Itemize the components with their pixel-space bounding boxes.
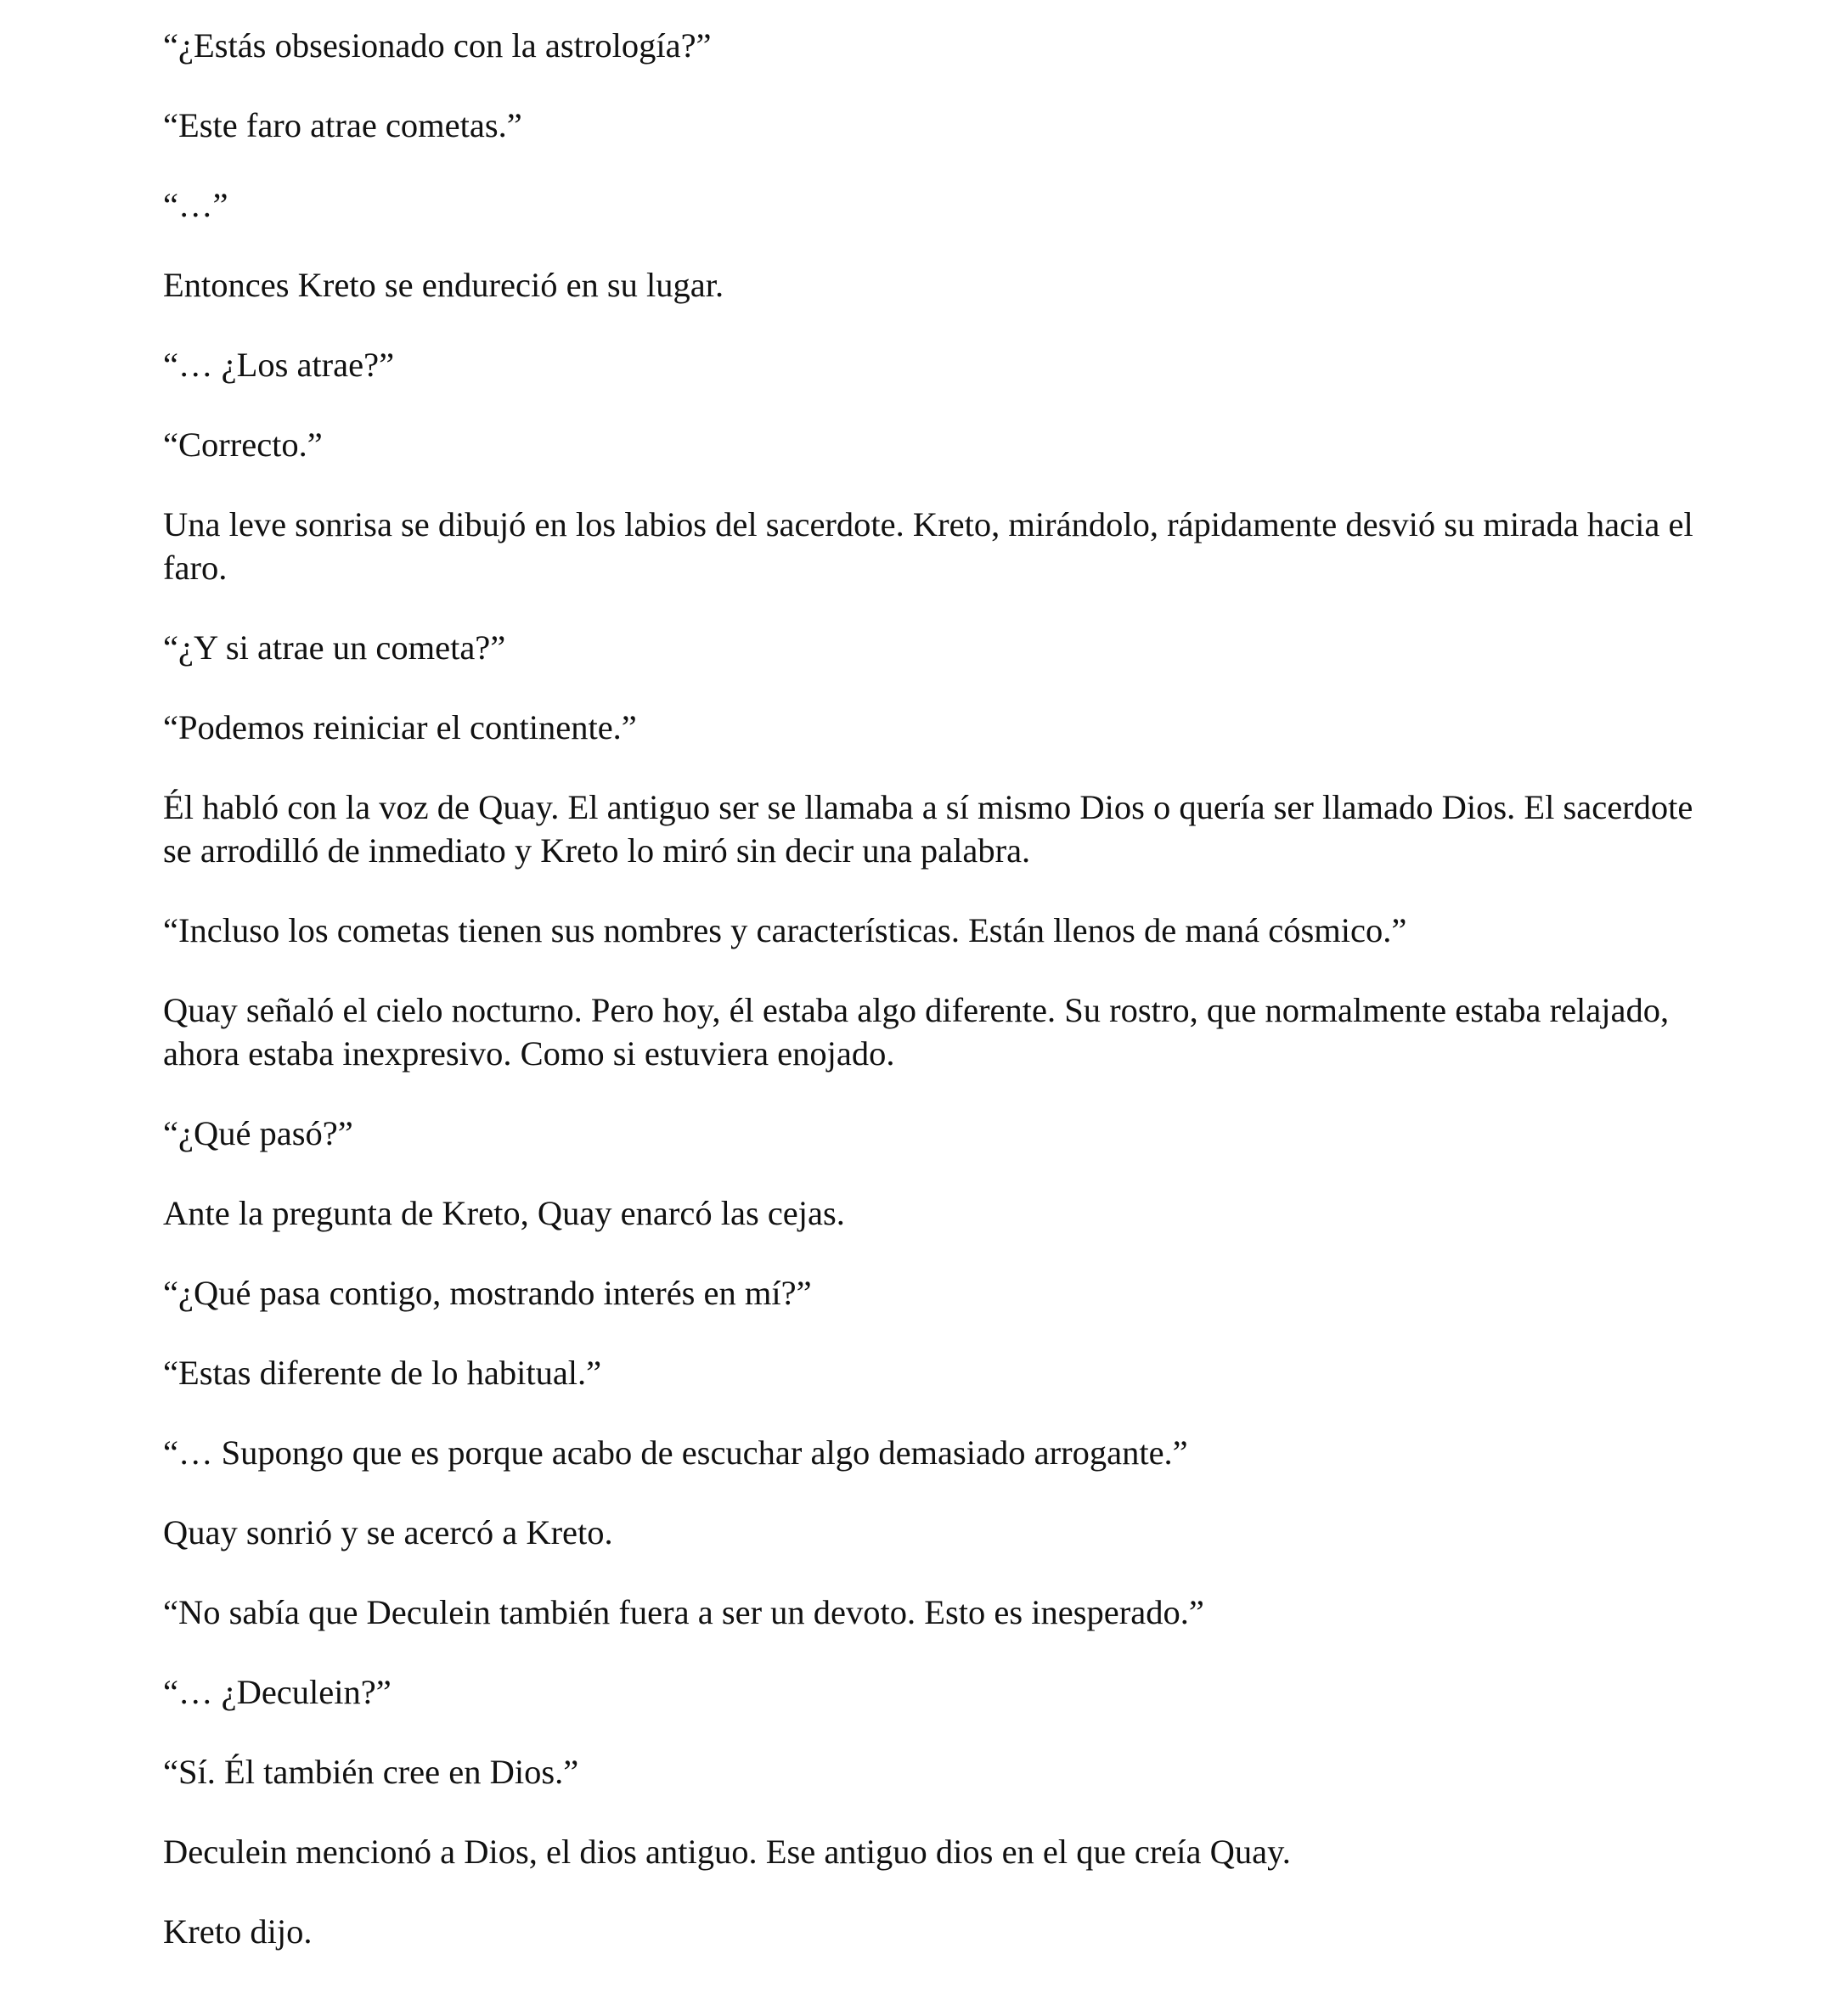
paragraph: “Este faro atrae cometas.” bbox=[163, 106, 522, 144]
paragraph: “Correcto.” bbox=[163, 425, 323, 464]
paragraph: “¿Estás obsesionado con la astrología?” bbox=[163, 26, 712, 65]
paragraph: “Podemos reiniciar el continente.” bbox=[163, 708, 637, 746]
paragraph: “… ¿Deculein?” bbox=[163, 1673, 392, 1711]
paragraph: “¿Y si atrae un cometa?” bbox=[163, 628, 506, 667]
paragraph: Entonces Kreto se endureció en su lugar. bbox=[163, 266, 724, 304]
paragraph: Quay sonrió y se acercó a Kreto. bbox=[163, 1513, 613, 1551]
paragraph: Deculein mencionó a Dios, el dios antiguo. Ese antiguo dios en el que creía Quay. bbox=[163, 1833, 1291, 1871]
paragraph: “Sí. Él también cree en Dios.” bbox=[163, 1753, 579, 1791]
paragraph: “…” bbox=[163, 186, 228, 224]
paragraph: “… Supongo que es porque acabo de escuchar algo demasiado arrogante.” bbox=[163, 1433, 1188, 1472]
paragraph: “Incluso los cometas tienen sus nombres y características. Están llenos de maná cósmico.” bbox=[163, 911, 1407, 949]
paragraph: “¿Qué pasó?” bbox=[163, 1114, 353, 1152]
document-page bbox=[163, 24, 1709, 1990]
paragraph: Quay señaló el cielo nocturno. Pero hoy, él estaba algo diferente. Su rostro, que normalmente estaba relajado, ahora estaba inexpresivo. Como si estuviera enojado. bbox=[163, 991, 1670, 1073]
paragraph: “¿Qué pasa contigo, mostrando interés en mí?” bbox=[163, 1274, 812, 1312]
paragraph: “No sabía que Deculein también fuera a ser un devoto. Esto es inesperado.” bbox=[163, 1593, 1204, 1631]
paragraph: “… ¿Los atrae?” bbox=[163, 346, 395, 384]
paragraph: “Estas diferente de lo habitual.” bbox=[163, 1354, 602, 1392]
paragraph: Ante la pregunta de Kreto, Quay enarcó las cejas. bbox=[163, 1194, 845, 1232]
paragraph: Kreto dijo. bbox=[163, 1912, 313, 1951]
paragraph: Una leve sonrisa se dibujó en los labios del sacerdote. Kreto, mirándolo, rápidamente desvió su mirada hacia el faro. bbox=[163, 505, 1693, 587]
paragraph: Él habló con la voz de Quay. El antiguo ser se llamaba a sí mismo Dios o quería ser llamado Dios. El sacerdote se arrodilló de inmediato y Kreto lo miró sin decir una palabra. bbox=[163, 788, 1693, 870]
